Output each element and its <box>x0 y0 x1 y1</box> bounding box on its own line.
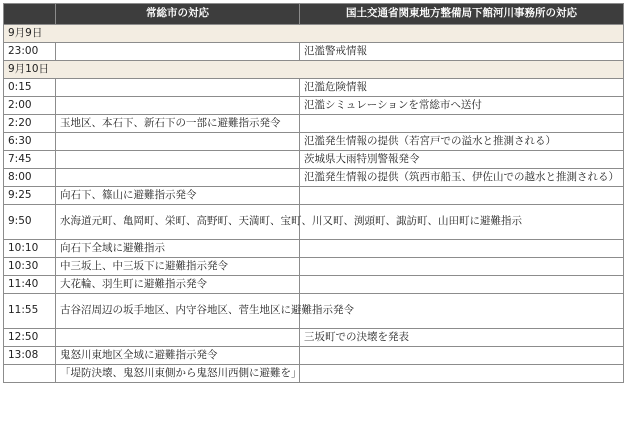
city-action: 大花輪、羽生町に避難指示発令 <box>56 276 300 294</box>
timeline-row <box>4 43 624 61</box>
event-time: 13:08 <box>4 347 56 365</box>
city-action <box>56 169 300 187</box>
time-column-header <box>4 4 56 25</box>
timeline-row <box>4 329 624 347</box>
timeline-row <box>4 97 624 115</box>
timeline-row <box>4 133 624 151</box>
office-action: 三坂町での決壊を発表 <box>300 329 624 347</box>
timeline-row <box>4 79 624 97</box>
city-action <box>56 79 300 97</box>
event-time <box>4 365 56 383</box>
office-action: 氾濫発生情報の提供（若宮戸での溢水と推測される） <box>300 133 624 151</box>
timeline-row <box>4 205 624 240</box>
timeline-row <box>4 115 624 133</box>
office-action <box>300 276 624 294</box>
event-time: 23:00 <box>4 43 56 61</box>
city-action: 鬼怒川東地区全域に避難指示発令 <box>56 347 300 365</box>
event-time: 2:00 <box>4 97 56 115</box>
event-time: 7:45 <box>4 151 56 169</box>
header-row <box>4 4 624 25</box>
date-label: 9月10日 <box>4 61 624 79</box>
event-time: 6:30 <box>4 133 56 151</box>
office-column-header: 国土交通省関東地方整備局下館河川事務所の対応 <box>300 4 624 25</box>
city-action: 古谷沼周辺の坂手地区、内守谷地区、菅生地区に避難指示発令 <box>56 294 300 329</box>
office-action <box>300 365 624 383</box>
city-action <box>56 133 300 151</box>
city-action <box>56 151 300 169</box>
city-action: 中三坂上、中三坂下に避難指示発令 <box>56 258 300 276</box>
timeline-row <box>4 276 624 294</box>
date-row <box>4 61 624 79</box>
office-action <box>300 347 624 365</box>
event-time: 8:00 <box>4 169 56 187</box>
office-action: 氾濫警戒情報 <box>300 43 624 61</box>
date-row <box>4 25 624 43</box>
timeline-row <box>4 169 624 187</box>
city-action: 向石下全域に避難指示 <box>56 240 300 258</box>
event-time: 2:20 <box>4 115 56 133</box>
event-time: 12:50 <box>4 329 56 347</box>
office-action <box>300 115 624 133</box>
timeline-row <box>4 187 624 205</box>
office-action: 氾濫発生情報の提供（筑西市船玉、伊佐山での越水と推測される） <box>300 169 624 187</box>
event-time: 11:40 <box>4 276 56 294</box>
event-time: 0:15 <box>4 79 56 97</box>
office-action: 氾濫危険情報 <box>300 79 624 97</box>
office-action <box>300 187 624 205</box>
timeline-row <box>4 151 624 169</box>
office-action <box>300 240 624 258</box>
timeline-row <box>4 294 624 329</box>
timeline-table <box>3 3 624 383</box>
event-time: 9:25 <box>4 187 56 205</box>
timeline-row <box>4 258 624 276</box>
city-action: 「堤防決壊、鬼怒川東側から鬼怒川西側に避難を」 <box>56 365 300 383</box>
city-action <box>56 329 300 347</box>
office-action: 茨城県大雨特別警報発令 <box>300 151 624 169</box>
city-action <box>56 43 300 61</box>
city-action: 玉地区、本石下、新石下の一部に避難指示発令 <box>56 115 300 133</box>
timeline-row <box>4 365 624 383</box>
office-action: 氾濫シミュレーションを常総市へ送付 <box>300 97 624 115</box>
event-time: 10:10 <box>4 240 56 258</box>
date-label: 9月9日 <box>4 25 624 43</box>
city-action <box>56 97 300 115</box>
event-time: 9:50 <box>4 205 56 240</box>
event-time: 10:30 <box>4 258 56 276</box>
timeline-body <box>4 25 624 383</box>
city-action: 水海道元町、亀岡町、栄町、高野町、天満町、宝町、川又町、渕頭町、諏訪町、山田町に避難指示 <box>56 205 300 240</box>
city-action: 向石下、篠山に避難指示発令 <box>56 187 300 205</box>
office-action <box>300 258 624 276</box>
event-time: 11:55 <box>4 294 56 329</box>
city-column-header: 常総市の対応 <box>56 4 300 25</box>
timeline-row <box>4 347 624 365</box>
timeline-row <box>4 240 624 258</box>
